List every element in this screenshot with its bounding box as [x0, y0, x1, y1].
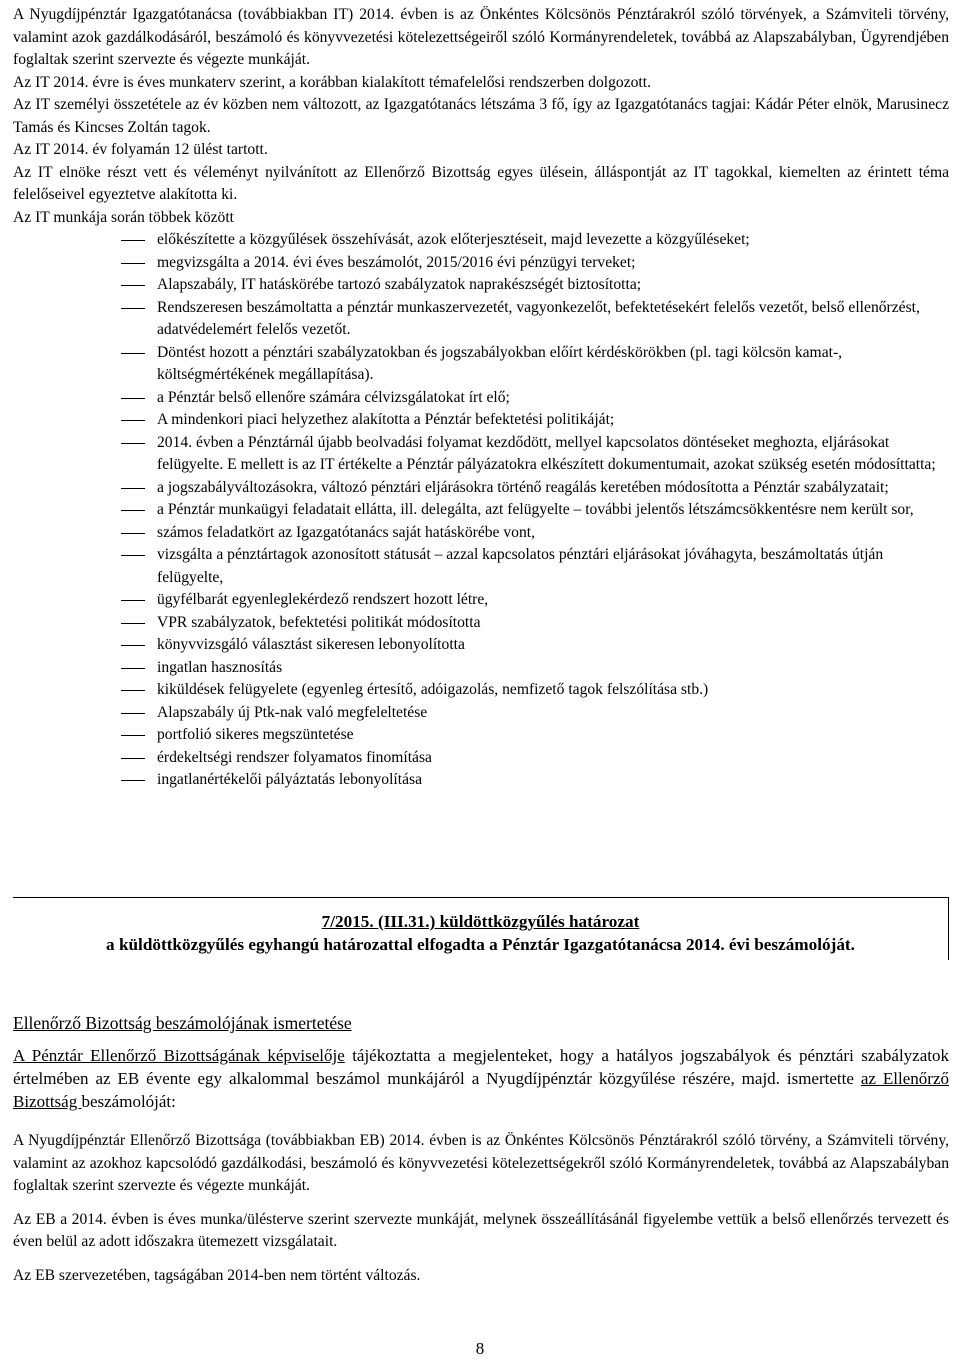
eb-report-section: [13, 1130, 949, 1298]
dash-bullet-icon: [121, 308, 145, 309]
dash-bullet-icon: [121, 780, 145, 781]
eb-intro-paragraph: [13, 1044, 949, 1113]
list-item: ügyfélbarát egyenleglekérdező rendszert hozott létre,: [13, 589, 949, 612]
list-item: a jogszabályváltozásokra, változó pénztári eljárásokra történő reagálás keretében módosította a Pénztár szabályzatait;: [13, 477, 949, 500]
dash-bullet-icon: [121, 488, 145, 489]
intro-text: tájékoztatta a megjelenteket, hogy a hatályos jogszabályok és pénztári szabályzatok értelmében az EB évente egy alkalommal beszámol munkájáról a Nyugdíjpénztár közgyűlése részére, majd. ismertette: [13, 1046, 949, 1088]
dash-bullet-icon: [121, 758, 145, 759]
eb-intro-section: [13, 1044, 949, 1113]
list-item: Döntést hozott a pénztári szabályzatokban és jogszabályokban előírt kérdéskörökben (pl. tagi kölcsön kamat-, költségmértékének megállapítása).: [13, 342, 949, 387]
intro-paragraph-5: Az IT elnöke részt vett és véleményt nyilvánított az Ellenőrző Bizottság egyes ülésein, álláspontját az IT tagokkal, kiemelten az érintett téma felelőseivel egyeztetve alakította ki.: [13, 163, 949, 203]
dash-bullet-icon: [121, 443, 145, 444]
eb-name-text: az Ellenőrző Bizottság: [13, 1069, 949, 1111]
list-item: vizsgálta a pénztártagok azonosított státusát – azzal kapcsolatos pénztári eljárásokat jóváhagyta, beszámoltatás útján felügyelte,: [13, 544, 949, 589]
dash-bullet-icon: [121, 398, 145, 399]
list-item: 2014. évben a Pénztárnál újabb beolvadási folyamat kezdődött, mellyel kapcsolatos döntéseket meghozta, eljárásokat felügyelte. E mellett is az IT értékelte a Pénztár pályázatokra elkészített dokumentumait, azokat szükség esetén módosíttatta;: [13, 432, 949, 477]
it-report-section: [13, 4, 949, 792]
dash-bullet-icon: [121, 285, 145, 286]
dash-bullet-icon: [121, 690, 145, 691]
dash-bullet-icon: [121, 510, 145, 511]
list-item: Alapszabály, IT hatáskörébe tartozó szabályzatok naprakészségét biztosította;: [13, 274, 949, 297]
list-item: érdekeltségi rendszer folyamatos finomítása: [13, 747, 949, 770]
intro-paragraph-1: A Nyugdíjpénztár Igazgatótanácsa (továbbiakban IT) 2014. évben is az Önkéntes Kölcsönös Pénztárakról szóló törvények, a Számviteli törvény, valamint azok gazdálkodásáról, beszámoló és könyvvezetési kötelezettségeiről szóló Kormányrendeletek, továbbá az Alapszabályban, Ügyrendjében foglaltak szerint szervezte és végezte munkáját.: [13, 6, 949, 68]
dash-bullet-icon: [121, 240, 145, 241]
dash-bullet-icon: [121, 600, 145, 601]
intro-paragraph-2: Az IT 2014. évre is éves munkaterv szerint, a korábban kialakított témafelelősi rendszerben dolgozott.: [13, 73, 651, 91]
intro-end-text: beszámolóját:: [81, 1092, 176, 1111]
resolution-box: [13, 897, 949, 960]
list-item: megvizsgálta a 2014. évi éves beszámolót, 2015/2016 évi pénzügyi terveket;: [13, 252, 949, 275]
intro-paragraph-3: Az IT személyi összetétele az év közben nem változott, az Igazgatótanács létszáma 3 fő, így az Igazgatótanács tagjai: Kádár Péter elnök, Marusinecz Tamás és Kincses Zoltán tagok.: [13, 96, 949, 136]
activity-list: [13, 229, 949, 792]
list-item: kiküldések felügyelete (egyenleg értesítő, adóigazolás, nemfizető tagok felszólítása stb.): [13, 679, 949, 702]
eb-paragraph-2: Az EB a 2014. évben is éves munka/ülésterve szerint szervezte munkáját, melynek összeállításánál figyelembe vettük a belső ellenőrzés tervezett és éven belül az adott időszakra ütemezett vizsgálatait.: [13, 1210, 949, 1250]
resolution-text: a küldöttközgyűlés egyhangú határozattal elfogadta a Pénztár Igazgatótanácsa 2014. évi beszámolóját.: [106, 935, 855, 954]
page-number: 8: [475, 1339, 485, 1358]
list-item: Rendszeresen beszámoltatta a pénztár munkaszervezetét, vagyonkezelőt, befektetésekért felelős vezetőt, belső ellenőrzést, adatvédelemért felelős vezetőt.: [13, 297, 949, 342]
list-item: könyvvizsgáló választást sikeresen lebonyolította: [13, 634, 949, 657]
list-item: előkészítette a közgyűlések összehívását, azok előterjesztéseit, majd levezette a közgyűléseket;: [13, 229, 949, 252]
list-item: A mindenkori piaci helyzethez alakította a Pénztár befektetési politikáját;: [13, 409, 949, 432]
dash-bullet-icon: [121, 645, 145, 646]
eb-paragraph-3: Az EB szervezetében, tagságában 2014-ben nem történt változás.: [13, 1266, 421, 1284]
list-item: a Pénztár belső ellenőre számára célvizsgálatokat írt elő;: [13, 387, 949, 410]
intro-paragraph-4: Az IT 2014. év folyamán 12 ülést tartott.: [13, 141, 268, 158]
list-item: ingatlan hasznosítás: [13, 657, 949, 680]
dash-bullet-icon: [121, 420, 145, 421]
representative-text: A Pénztár Ellenőrző Bizottságának képviselője: [13, 1046, 345, 1065]
list-item: VPR szabályzatok, befektetési politikát módosította: [13, 612, 949, 635]
dash-bullet-icon: [121, 353, 145, 354]
dash-bullet-icon: [121, 735, 145, 736]
list-item: Alapszabály új Ptk-nak való megfeleltetése: [13, 702, 949, 725]
list-item: a Pénztár munkaügyi feladatait ellátta, ill. delegálta, azt felügyelte – további jelentős létszámcsökkentésre nem került sor,: [13, 499, 949, 522]
list-item: portfolió sikeres megszüntetése: [13, 724, 949, 747]
resolution-title: 7/2015. (III.31.) küldöttközgyűlés határozat: [321, 912, 640, 931]
list-item: számos feladatkört az Igazgatótanács saját hatáskörébe vont,: [13, 522, 949, 545]
eb-paragraph-1: A Nyugdíjpénztár Ellenőrző Bizottsága (továbbiakban EB) 2014. évben is az Önkéntes Kölcsönös Pénztárakról szóló törvény, a Számviteli törvény, valamint az azokhoz kapcsolódó gazdálkodási, beszámoló és könyvvezetési kötelezettségekről szóló Kormányrendeletek, továbbá az Alapszabályban foglaltak szerint szervezte és végezte munkáját.: [13, 1132, 949, 1194]
dash-bullet-icon: [121, 713, 145, 714]
dash-bullet-icon: [121, 555, 145, 556]
dash-bullet-icon: [121, 623, 145, 624]
dash-bullet-icon: [121, 668, 145, 669]
intro-paragraph-6: Az IT munkája során többek között: [13, 208, 235, 226]
section-heading: Ellenőrző Bizottság beszámolójának ismertetése: [13, 1013, 352, 1033]
dash-bullet-icon: [121, 263, 145, 264]
dash-bullet-icon: [121, 533, 145, 534]
list-item: ingatlanértékelői pályáztatás lebonyolítása: [13, 769, 949, 792]
